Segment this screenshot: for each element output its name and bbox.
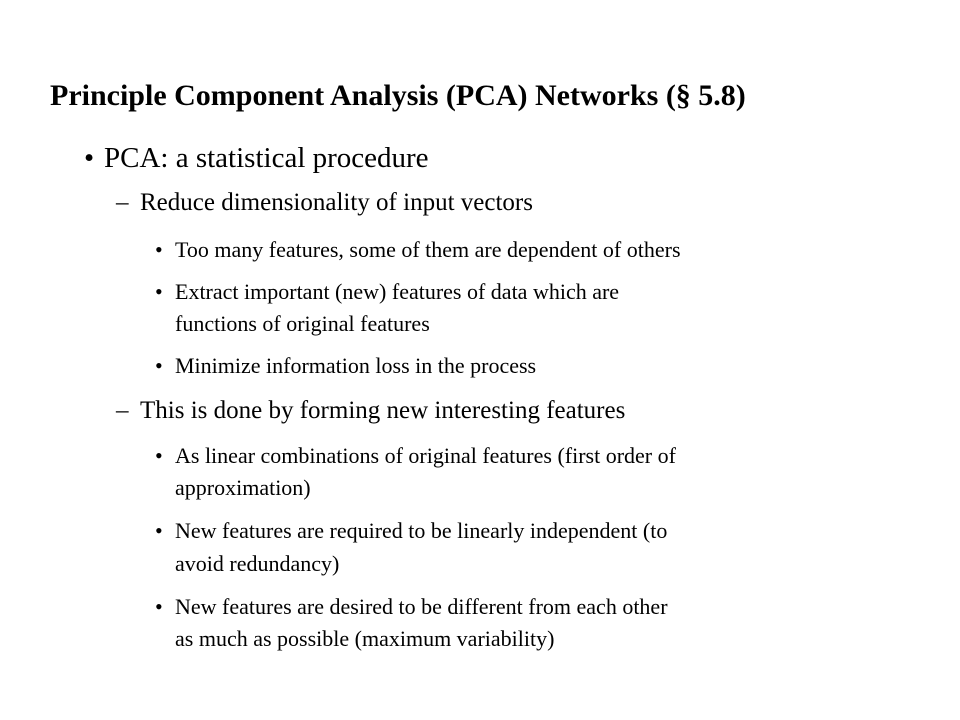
bullet-pca-procedure: PCA: a statistical procedure bbox=[104, 142, 429, 174]
subsubbullet-independent-line1: New features are required to be linearly independent (to bbox=[175, 518, 668, 543]
subsubbullet-linear-combinations-line2: approximation) bbox=[175, 475, 311, 500]
subbullet-forming-features: This is done by forming new interesting features bbox=[140, 397, 626, 424]
subsubbullet-independent-line2: avoid redundancy) bbox=[175, 551, 340, 576]
bullet-marker: • bbox=[155, 353, 163, 378]
subbullet-reduce-dimensionality: Reduce dimensionality of input vectors bbox=[140, 189, 533, 216]
slide-title: Principle Component Analysis (PCA) Networks (§ 5.8) bbox=[50, 79, 746, 112]
subsubbullet-different-line1: New features are desired to be different from each other bbox=[175, 594, 668, 619]
subsubbullet-minimize-loss: Minimize information loss in the process bbox=[175, 353, 537, 378]
bullet-marker: • bbox=[155, 518, 163, 543]
subsubbullet-linear-combinations-line1: As linear combinations of original features (first order of bbox=[175, 443, 676, 468]
subsubbullet-extract-line1: Extract important (new) features of data which are bbox=[175, 279, 620, 304]
bullet-marker: • bbox=[155, 594, 163, 619]
bullet-marker: • bbox=[155, 279, 163, 304]
bullet-marker: • bbox=[155, 237, 163, 262]
subsubbullet-too-many-features: Too many features, some of them are dependent of others bbox=[175, 237, 681, 262]
dash-marker: – bbox=[116, 397, 129, 424]
subsubbullet-different-line2: as much as possible (maximum variability) bbox=[175, 626, 555, 651]
dash-marker: – bbox=[116, 189, 129, 216]
bullet-marker: • bbox=[84, 142, 95, 174]
bullet-marker: • bbox=[155, 443, 163, 468]
subsubbullet-extract-line2: functions of original features bbox=[175, 311, 430, 336]
